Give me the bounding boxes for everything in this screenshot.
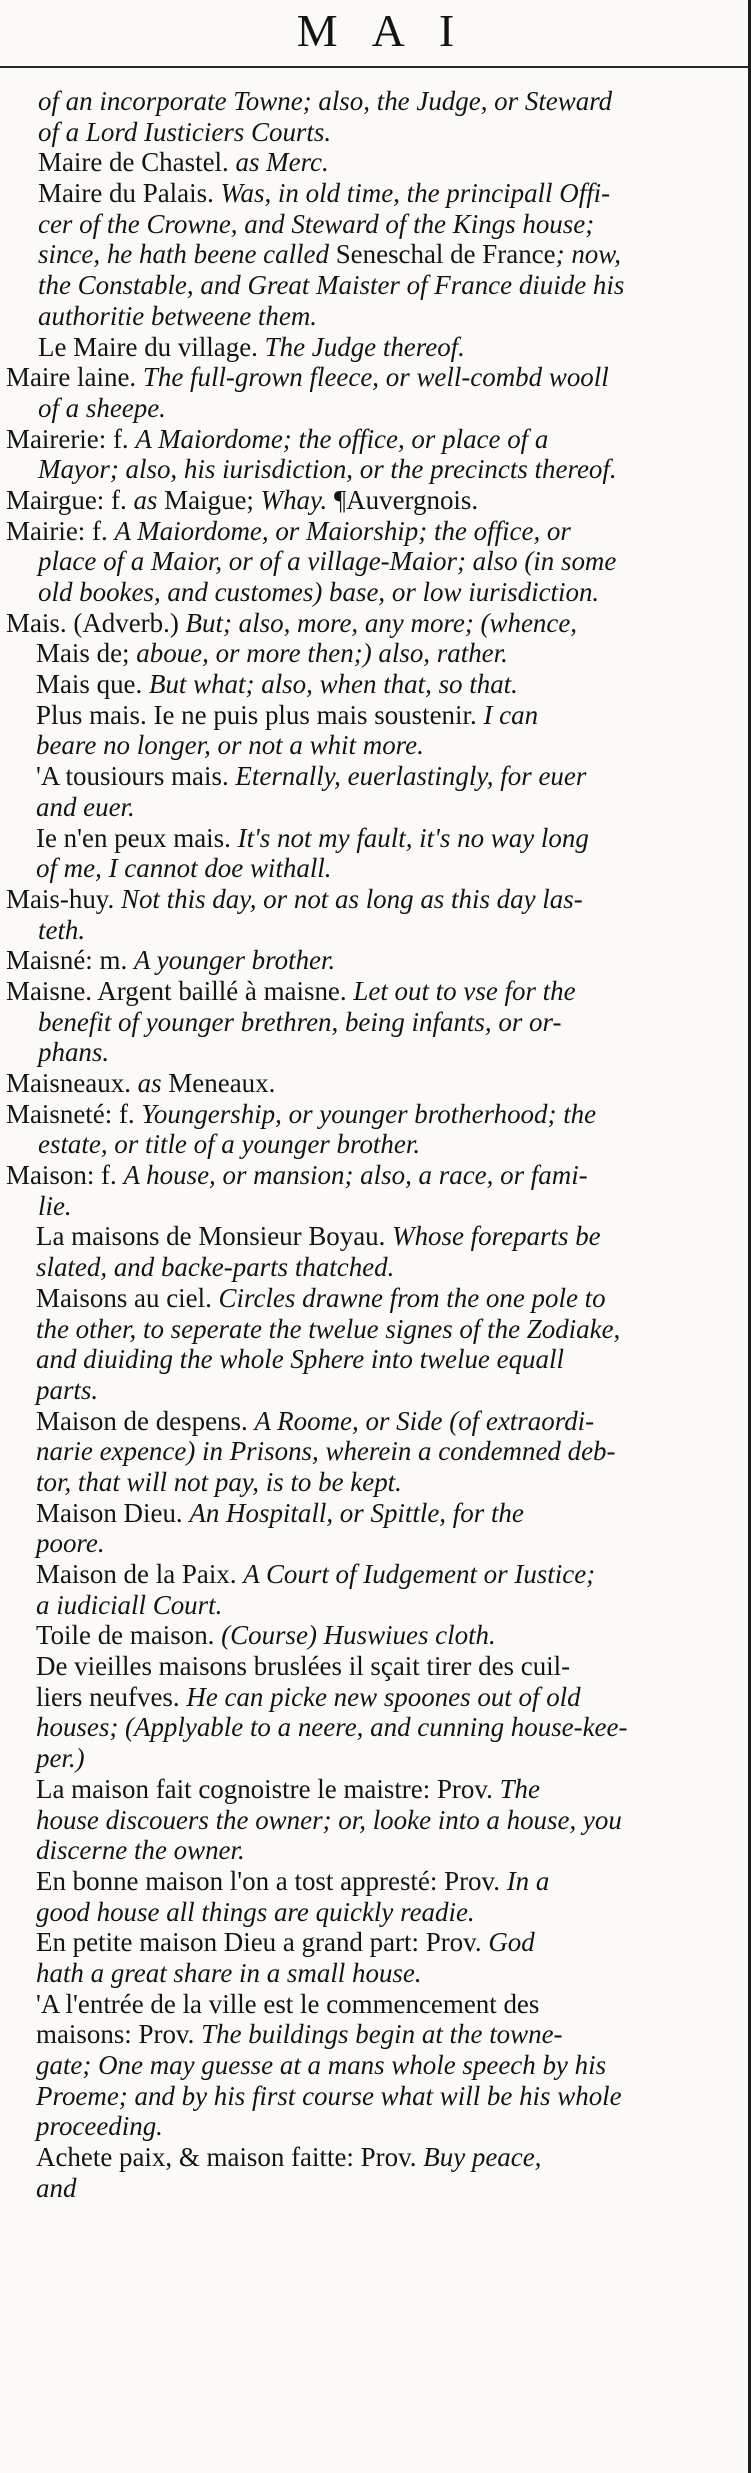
text-line: [0, 884, 745, 915]
definition-text: benefit of younger brethren, being infants, or or-: [38, 1006, 562, 1037]
text-line: [0, 1160, 745, 1191]
headword-text: Meneaux.: [168, 1068, 276, 1098]
headword-text: 'A l'entrée de la ville est le commencement des: [36, 1988, 540, 2019]
text-line: [0, 1221, 745, 1252]
headword-text: Mais. (Adverb.): [6, 607, 186, 638]
definition-text: Was, in old time, the principall Offi-: [220, 178, 611, 209]
definition-text: of me, I cannot doe withall.: [36, 853, 332, 884]
definition-text: A house, or mansion; also, a race, or fami-: [123, 1160, 588, 1191]
definition-text: houses; (Applyable to a neere, and cunning house-kee-: [36, 1712, 628, 1743]
text-line: [0, 1007, 745, 1038]
definition-text: good house all things are quickly readie.: [36, 1896, 475, 1927]
definition-text: But what; also, when that, so that.: [148, 669, 518, 700]
text-line: [0, 1037, 745, 1068]
definition-text: Let out to vse for the: [353, 975, 576, 1006]
definition-text: parts.: [36, 1374, 99, 1405]
definition-text: But; also, more, any more; (whence,: [185, 607, 578, 638]
headword-text: Mairie: f.: [6, 515, 115, 546]
text-line: [0, 638, 745, 669]
definition-text: hath a great share in a small house.: [36, 1957, 422, 1988]
definition-text: as: [133, 484, 165, 515]
definition-text: house discouers the owner; or, looke into a house, you: [36, 1804, 622, 1835]
headword-text: Maison de la Paix.: [36, 1559, 244, 1589]
definition-text: lie.: [38, 1190, 72, 1221]
text-line: [0, 2142, 745, 2173]
text-line: [0, 976, 745, 1007]
definition-text: Youngership, or younger brotherhood; the: [141, 1098, 597, 1129]
text-line: [0, 1958, 745, 1989]
definition-text: and: [36, 2172, 77, 2203]
text-line: [0, 1068, 745, 1099]
definition-text: A Maiordome, or Maiorship; the office, or: [114, 515, 571, 546]
definition-text: and diuiding the whole Sphere into twelue equall: [36, 1344, 564, 1375]
text-line: [0, 1467, 745, 1498]
text-line: [0, 239, 745, 270]
definition-text: and euer.: [36, 791, 135, 822]
definition-text: gate; One may guesse at a mans whole speech by his: [36, 2050, 607, 2080]
text-line: [0, 1805, 745, 1836]
headword-text: La maisons de Monsieur Boyau.: [36, 1221, 393, 1252]
definition-text: aboue, or more then;) also, rather.: [136, 638, 508, 669]
text-line: [0, 147, 745, 178]
definition-text: per.): [36, 1743, 85, 1774]
text-line: [0, 301, 745, 332]
text-line: [0, 1191, 745, 1222]
definition-text: God: [488, 1927, 535, 1958]
definition-text: The full-grown fleece, or well-combd wooll: [142, 362, 609, 393]
text-line: [0, 424, 745, 455]
text-line: [0, 178, 745, 209]
text-line: [0, 608, 745, 639]
text-line: [0, 270, 745, 301]
text-line: [0, 1743, 745, 1774]
headword-text: Maisne. Argent baillé à maisne.: [6, 975, 354, 1006]
headword-text: Mais-huy.: [6, 883, 121, 914]
text-line: [0, 823, 745, 854]
text-line: [0, 209, 745, 240]
text-line: [0, 1559, 745, 1590]
definition-text: old bookes, and customes) base, or low iurisdiction.: [38, 577, 600, 607]
text-line: [0, 853, 745, 884]
text-line: [0, 393, 745, 424]
definition-text: of an incorporate Towne; also, the Judge, or Steward: [38, 86, 613, 116]
text-line: [0, 915, 745, 946]
definition-text: Mayor; also, his iurisdiction, or the precincts thereof.: [38, 454, 617, 485]
definition-text: proceeding.: [36, 2111, 163, 2142]
definition-text: slated, and backe-parts thatched.: [36, 1252, 395, 1283]
headword-text: Maigue;: [164, 484, 261, 515]
headword-text: En bonne maison l'on a tost appresté: Prov.: [36, 1865, 507, 1896]
text-line: [0, 1375, 745, 1406]
text-line: [0, 1774, 745, 1805]
headword-text: Maison de despens.: [36, 1405, 255, 1436]
definition-text: Eternally, euerlastingly, for euer: [235, 761, 587, 792]
text-line: [0, 1283, 745, 1314]
definition-text: An Hospitall, or Spittle, for the: [189, 1497, 524, 1528]
definition-text: cer of the Crowne, and Steward of the Kings house;: [38, 208, 595, 239]
text-line: [0, 1989, 745, 2020]
text-line: [0, 332, 745, 363]
text-line: [0, 2173, 745, 2204]
headword-text: Mais de;: [36, 638, 137, 669]
definition-text: a iudiciall Court.: [36, 1589, 223, 1620]
definition-text: The: [499, 1773, 540, 1804]
definition-text: the other, to seperate the twelue signes of the Zodiake,: [36, 1313, 621, 1344]
definition-text: The buildings begin at the towne-: [201, 2019, 563, 2050]
text-line: [0, 1436, 745, 1467]
headword-text: Ie n'en peux mais.: [36, 822, 238, 853]
definition-text: place of a Maior, or of a village-Maior; also (in some: [38, 546, 617, 577]
text-line: [0, 117, 745, 148]
definition-text: poore.: [36, 1528, 105, 1559]
text-line: [0, 761, 745, 792]
headword-text: Maire du Palais.: [38, 178, 221, 209]
text-line: [0, 454, 745, 485]
definition-text: Buy peace,: [423, 2142, 542, 2173]
headword-text: Mairerie: f.: [6, 423, 136, 454]
headword-text: Mairgue: f.: [6, 484, 134, 515]
definition-text: A Maiordome; the office, or place of a: [135, 423, 549, 454]
headword-text: Maire de Chastel.: [38, 147, 236, 178]
definition-text: since, he hath beene called: [38, 239, 336, 270]
headword-text: ¶Auvergnois.: [333, 484, 479, 515]
definition-text: as: [137, 1068, 169, 1098]
text-line: [0, 485, 745, 516]
entries-column: [0, 86, 745, 2203]
header-rule: [0, 66, 751, 68]
text-line: [0, 1835, 745, 1866]
text-line: [0, 577, 745, 608]
headword-text: Maisné: m.: [6, 945, 134, 976]
definition-text: teth.: [38, 914, 86, 945]
text-line: [0, 2019, 745, 2050]
headword-text: Plus mais. Ie ne puis plus mais soustenir.: [36, 699, 484, 730]
headword-text: maisons: Prov.: [36, 2019, 202, 2050]
definition-text: discerne the owner.: [36, 1835, 245, 1866]
definition-text: as Merc.: [235, 147, 329, 178]
definition-text: Proeme; and by his first course what will be his whole: [36, 2080, 622, 2111]
text-line: [0, 1927, 745, 1958]
headword-text: Toile de maison.: [36, 1620, 222, 1651]
definition-text: of a Lord Iusticiers Courts.: [38, 116, 332, 147]
headword-text: Achete paix, & maison faitte: Prov.: [36, 2142, 424, 2173]
headword-text: Maisneté: f.: [6, 1098, 142, 1129]
definition-text: The Judge thereof.: [264, 331, 465, 362]
text-line: [0, 792, 745, 823]
text-line: [0, 669, 745, 700]
definition-text: beare no longer, or not a whit more.: [36, 730, 424, 761]
text-line: [0, 516, 745, 547]
text-line: [0, 1406, 745, 1437]
text-line: [0, 700, 745, 731]
definition-text: estate, or title of a younger brother.: [38, 1129, 421, 1160]
definition-text: A younger brother.: [133, 945, 336, 976]
text-line: [0, 945, 745, 976]
definition-text: I can: [483, 699, 539, 730]
text-line: [0, 1651, 745, 1682]
definition-text: In a: [506, 1865, 550, 1896]
text-line: [0, 86, 745, 117]
definition-text: Whay.: [260, 484, 334, 515]
text-line: [0, 730, 745, 761]
text-line: [0, 2111, 745, 2142]
text-line: [0, 1314, 745, 1345]
text-line: [0, 1590, 745, 1621]
definition-text: A Roome, or Side (of extraordi-: [254, 1405, 595, 1436]
headword-text: Seneschal de France: [335, 239, 556, 270]
text-line: [0, 2050, 745, 2081]
text-line: [0, 1897, 745, 1928]
definition-text: Whose foreparts be: [392, 1221, 601, 1252]
headword-text: Le Maire du village.: [38, 331, 265, 362]
headword-text: Maisons au ciel.: [36, 1282, 219, 1313]
text-line: [0, 1344, 745, 1375]
headword-text: 'A tousiours mais.: [36, 761, 236, 792]
headword-text: Mais que.: [36, 669, 149, 700]
headword-text: Maison: f.: [6, 1160, 124, 1191]
definition-text: ; now,: [555, 239, 621, 270]
headword-text: Maison Dieu.: [36, 1497, 190, 1528]
definition-text: Not this day, or not as long as this day las-: [120, 883, 583, 914]
text-line: [0, 1129, 745, 1160]
definition-text: It's not my fault, it's no way long: [237, 822, 589, 853]
definition-text: tor, that will not pay, is to be kept.: [36, 1466, 402, 1497]
definition-text: (Course) Huswiues cloth.: [221, 1620, 496, 1651]
headword-text: liers neufves.: [36, 1681, 187, 1712]
headword-text: De vieilles maisons bruslées il sçait tirer des cuil-: [36, 1651, 571, 1682]
definition-text: A Court of Iudgement or Iustice;: [243, 1559, 596, 1589]
text-line: [0, 546, 745, 577]
headword-text: Maire laine.: [6, 362, 143, 393]
headword-text: Maisneaux.: [6, 1068, 138, 1098]
text-line: [0, 1682, 745, 1713]
definition-text: authoritie betweene them.: [38, 300, 318, 331]
text-line: [0, 1866, 745, 1897]
definition-text: the Constable, and Great Maister of France diuide his: [38, 270, 625, 301]
text-line: [0, 1099, 745, 1130]
definition-text: of a sheepe.: [38, 392, 166, 423]
text-line: [0, 1528, 745, 1559]
definition-text: He can picke new spoones out of old: [186, 1681, 581, 1712]
definition-text: narie expence) in Prisons, wherein a condemned deb-: [36, 1436, 616, 1467]
headword-text: La maison fait cognoistre le maistre: Prov.: [36, 1773, 500, 1804]
text-line: [0, 1712, 745, 1743]
page-header: MAI: [296, 5, 489, 56]
definition-text: phans.: [38, 1037, 110, 1068]
text-line: [0, 362, 745, 393]
text-line: [0, 1620, 745, 1651]
text-line: [0, 1252, 745, 1283]
headword-text: En petite maison Dieu a grand part: Prov.: [36, 1927, 489, 1958]
text-line: [0, 2081, 745, 2112]
definition-text: Circles drawne from the one pole to: [218, 1282, 606, 1313]
text-line: [0, 1498, 745, 1529]
